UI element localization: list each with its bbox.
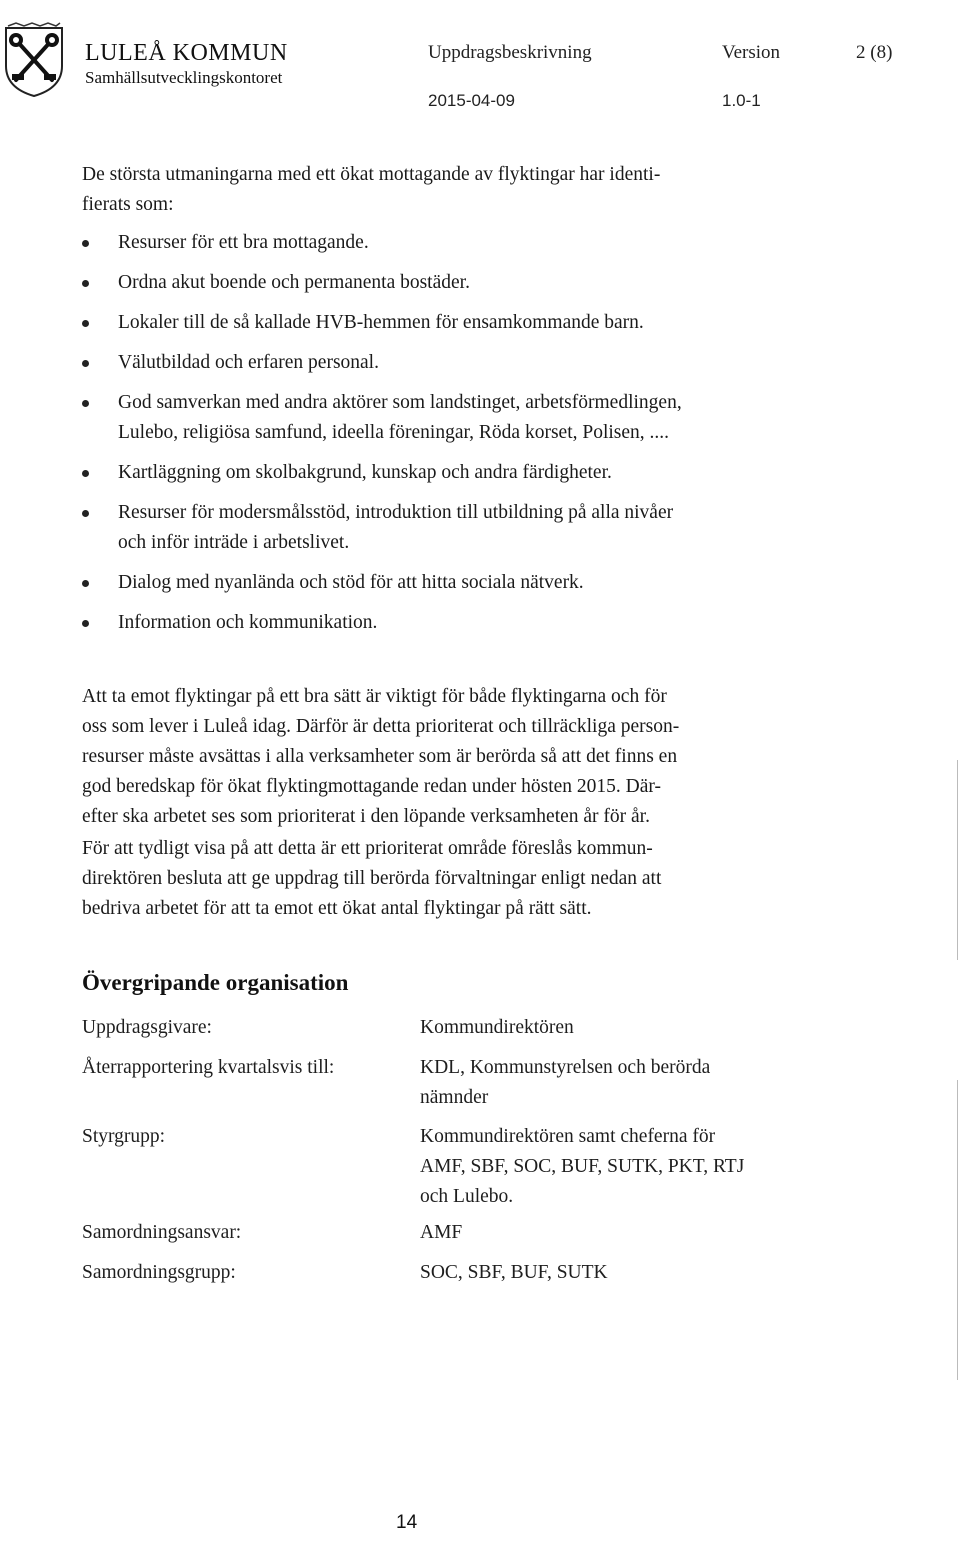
bullet-icon	[82, 470, 89, 477]
paragraph-line: direktören besluta att ge uppdrag till berörda förvaltningar enligt nedan att	[82, 868, 662, 889]
list-item: Resurser för ett bra mottagande.	[82, 228, 802, 258]
scan-edge-line	[957, 1080, 958, 1380]
org-row-label: Samordningsgrupp:	[82, 1262, 236, 1283]
body-paragraph-1	[82, 682, 802, 832]
bullet-icon	[82, 280, 89, 287]
document-date: 2015-04-09	[428, 91, 515, 110]
page-number: 14	[396, 1512, 418, 1533]
bullet-icon	[82, 360, 89, 367]
scan-edge-line	[957, 760, 958, 960]
intro-line: De största utmaningarna med ett ökat mottagande av flyktingar har identi-	[82, 164, 661, 185]
bullet-icon	[82, 620, 89, 627]
paragraph-line: god beredskap för ökat flyktingmottagande redan under hösten 2015. Där-	[82, 776, 662, 797]
list-item: Ordna akut boende och permanenta bostäder.	[82, 268, 802, 298]
intro-paragraph	[82, 160, 802, 220]
department-name: Samhällsutvecklingskontoret	[85, 68, 283, 87]
list-item: Kartläggning om skolbakgrund, kunskap och andra färdigheter.	[82, 458, 802, 488]
list-item: Information och kommunikation.	[82, 608, 802, 638]
org-row-label: Återrapportering kvartalsvis till:	[82, 1057, 335, 1078]
org-row-label: Styrgrupp:	[82, 1126, 166, 1147]
org-row-value: Kommundirektören	[420, 1017, 574, 1038]
organization-name: LULEÅ KOMMUN	[85, 40, 288, 66]
org-row-value: SOC, SBF, BUF, SUTK	[420, 1262, 608, 1283]
paragraph-line: För att tydligt visa på att detta är ett prioriterat område föreslås kommun-	[82, 838, 653, 859]
challenges-list	[82, 228, 802, 648]
paragraph-line: oss som lever i Luleå idag. Därför är detta prioriterat och tillräckliga person-	[82, 716, 680, 737]
body-paragraph-2	[82, 834, 802, 924]
org-row-value: Kommundirektören samt cheferna för AMF, SBF, SOC, BUF, SUTK, PKT, RTJ och Lulebo.	[420, 1126, 745, 1207]
paragraph-line: Att ta emot flyktingar på ett bra sätt är viktigt för både flyktingarna och för	[82, 686, 667, 707]
org-row-label: Uppdragsgivare:	[82, 1017, 212, 1038]
org-row-value: AMF	[420, 1222, 463, 1243]
bullet-icon	[82, 320, 89, 327]
section-heading: Övergripande organisation	[82, 970, 349, 995]
bullet-icon	[82, 400, 89, 407]
list-item: Lokaler till de så kallade HVB-hemmen för ensamkommande barn.	[82, 308, 802, 338]
paragraph-line: bedriva arbetet för att ta emot ett ökat antal flyktingar på rätt sätt.	[82, 898, 592, 919]
bullet-icon	[82, 240, 89, 247]
page-indicator: 2 (8)	[856, 42, 893, 63]
list-item: Välutbildad och erfaren personal.	[82, 348, 802, 378]
org-row-label: Samordningsansvar:	[82, 1222, 242, 1243]
lulea-coat-of-arms-logo	[2, 22, 66, 98]
document-version: 1.0-1	[722, 91, 761, 110]
list-item: Resurser för modersmålsstöd, introduktion till utbildning på alla nivåer och inför inträde i arbetslivet.	[82, 498, 802, 558]
document-type: Uppdragsbeskrivning	[428, 42, 592, 63]
bullet-icon	[82, 510, 89, 517]
bullet-icon	[82, 580, 89, 587]
list-item: God samverkan med andra aktörer som landstinget, arbetsförmedlingen, Lulebo, religiösa samfund, ideella föreningar, Röda korset, Polisen, ....	[82, 388, 802, 448]
org-row-value: KDL, Kommunstyrelsen och berörda nämnder	[420, 1057, 711, 1108]
paragraph-line: efter ska arbetet ses som prioriterat i den löpande verksamheten år för år.	[82, 806, 650, 827]
list-item: Dialog med nyanlända och stöd för att hitta sociala nätverk.	[82, 568, 802, 598]
version-label: Version	[722, 42, 781, 63]
intro-line: fierats som:	[82, 194, 174, 215]
paragraph-line: resurser måste avsättas i alla verksamheter som är berörda så att det finns en	[82, 746, 678, 767]
